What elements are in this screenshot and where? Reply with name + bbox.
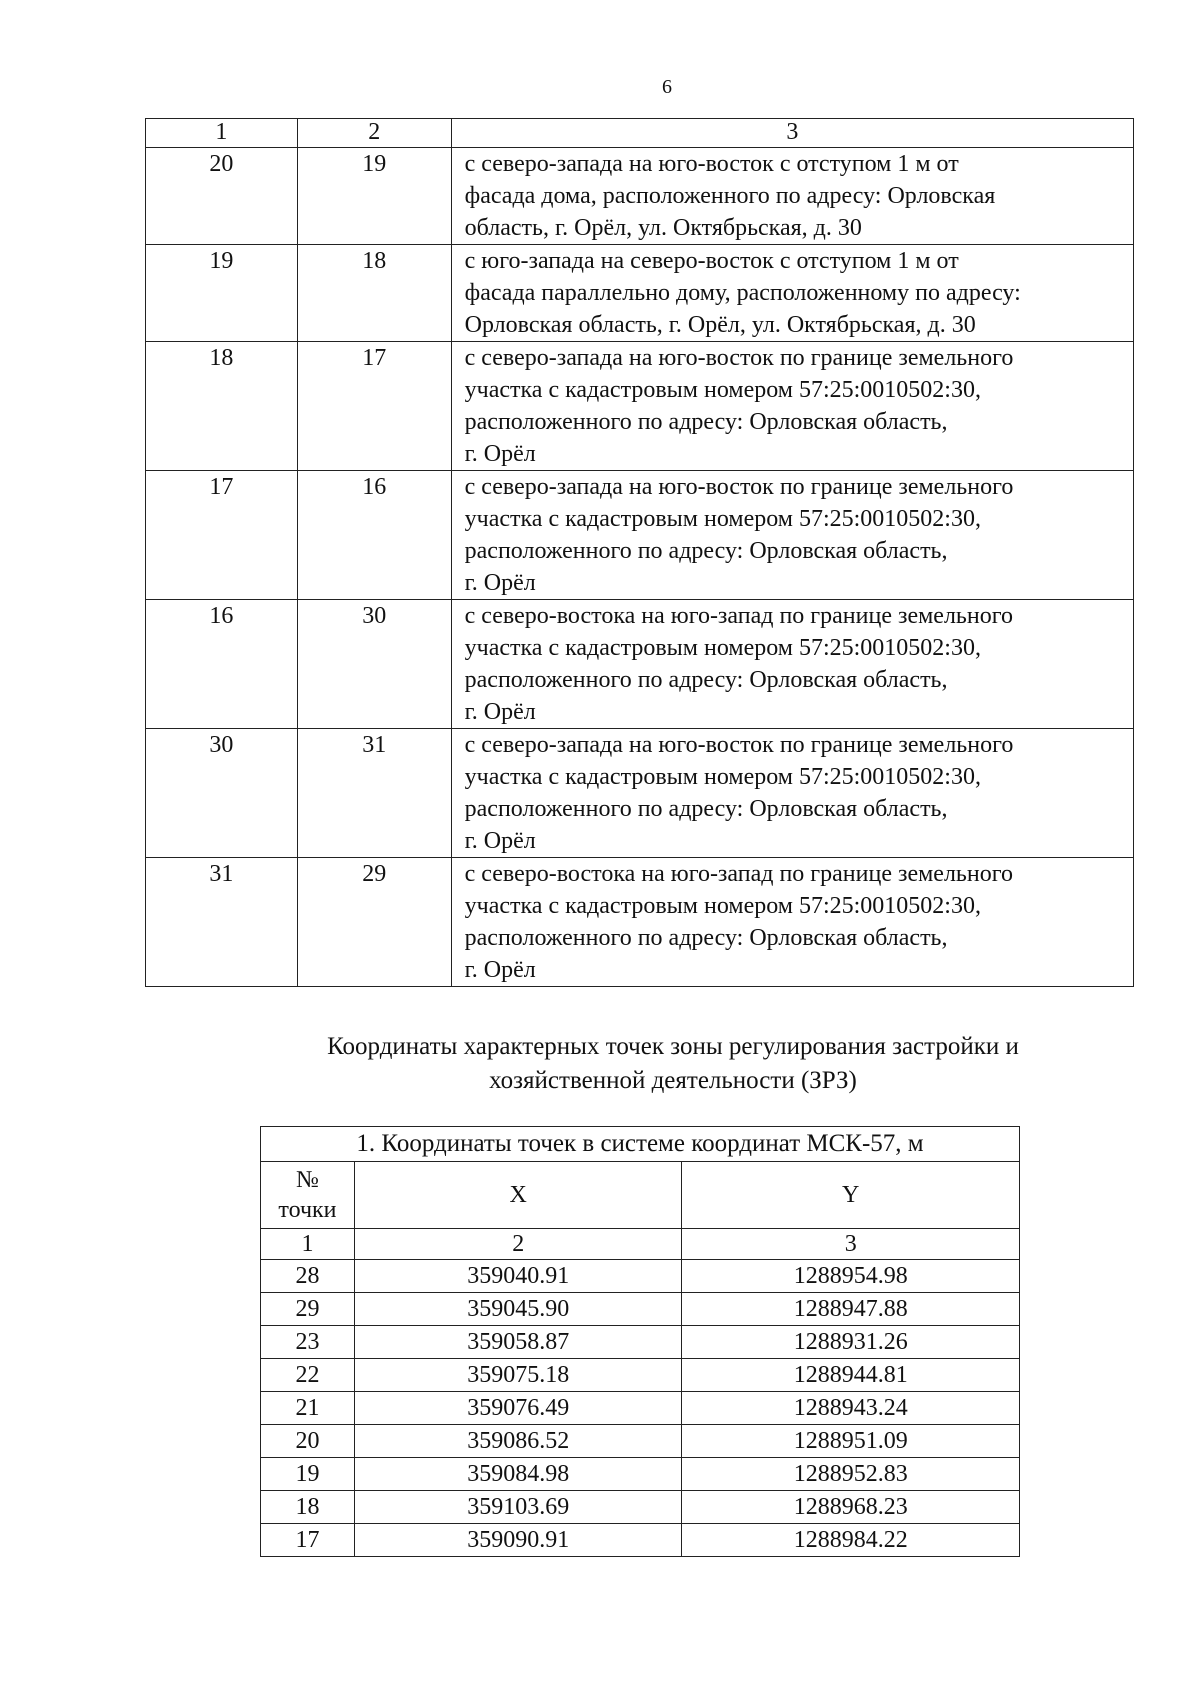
description-cell [451, 342, 1133, 471]
description-cell [451, 148, 1133, 245]
x-header: X [354, 1162, 682, 1229]
index-cell: 2 [354, 1229, 682, 1260]
point-number-cell: 28 [261, 1260, 355, 1293]
table-row [261, 1458, 1020, 1491]
description-line: расположенного по адресу: Орловская область, [464, 667, 948, 693]
boundary-table [145, 118, 1134, 987]
y-coordinate-cell: 1288944.81 [682, 1359, 1020, 1392]
point-number-cell: 23 [261, 1326, 355, 1359]
table-row [261, 1524, 1020, 1557]
point-number-cell: 20 [261, 1425, 355, 1458]
from-point-cell: 17 [146, 471, 298, 600]
description-line: участка с кадастровым номером 57:25:0010502:30, [464, 377, 981, 403]
description-line: участка с кадастровым номером 57:25:0010502:30, [464, 506, 981, 532]
from-point-cell: 18 [146, 342, 298, 471]
y-coordinate-cell: 1288931.26 [682, 1326, 1020, 1359]
section-title-line: Координаты характерных точек зоны регулирования застройки и [327, 1033, 1019, 1060]
from-point-cell: 20 [146, 148, 298, 245]
description-line: с северо-запада на юго-восток по границе земельного [464, 474, 1014, 500]
description-line: с северо-запада на юго-восток с отступом 1 м от [464, 151, 959, 177]
description-line: г. Орёл [464, 570, 536, 596]
table-row [146, 858, 1134, 987]
section-title [220, 1030, 1126, 1098]
description-cell [451, 729, 1133, 858]
point-number-header [261, 1162, 355, 1229]
to-point-cell: 17 [297, 342, 451, 471]
description-line: с северо-востока на юго-запад по границе земельного [464, 603, 1013, 629]
table-row [261, 1425, 1020, 1458]
table-row [261, 1392, 1020, 1425]
description-line: фасада параллельно дому, расположенному по адресу: [464, 280, 1021, 306]
description-line: г. Орёл [464, 828, 536, 854]
description-line: г. Орёл [464, 699, 536, 725]
description-line: участка с кадастровым номером 57:25:0010502:30, [464, 635, 981, 661]
description-line: участка с кадастровым номером 57:25:0010502:30, [464, 893, 981, 919]
y-coordinate-cell: 1288951.09 [682, 1425, 1020, 1458]
x-coordinate-cell: 359086.52 [354, 1425, 682, 1458]
page-number: 6 [662, 76, 672, 98]
header-cell: 2 [297, 119, 451, 148]
y-coordinate-cell: 1288984.22 [682, 1524, 1020, 1557]
point-number-cell: 18 [261, 1491, 355, 1524]
from-point-cell: 30 [146, 729, 298, 858]
to-point-cell: 29 [297, 858, 451, 987]
to-point-cell: 16 [297, 471, 451, 600]
description-line: фасада дома, расположенного по адресу: Орловская [464, 183, 996, 209]
point-number-header-line: № [296, 1167, 319, 1193]
table-row [146, 148, 1134, 245]
to-point-cell: 19 [297, 148, 451, 245]
description-cell [451, 245, 1133, 342]
description-line: расположенного по адресу: Орловская область, [464, 925, 948, 951]
table-row [261, 1293, 1020, 1326]
to-point-cell: 18 [297, 245, 451, 342]
description-line: г. Орёл [464, 957, 536, 983]
point-number-header-line: точки [278, 1197, 337, 1223]
y-coordinate-cell: 1288952.83 [682, 1458, 1020, 1491]
index-cell: 3 [682, 1229, 1020, 1260]
description-line: расположенного по адресу: Орловская область, [464, 409, 948, 435]
description-line: Орловская область, г. Орёл, ул. Октябрьская, д. 30 [464, 312, 976, 338]
table-row [261, 1326, 1020, 1359]
caption-row [261, 1127, 1020, 1162]
point-number-cell: 17 [261, 1524, 355, 1557]
table-row [146, 729, 1134, 858]
y-coordinate-cell: 1288947.88 [682, 1293, 1020, 1326]
table-row [146, 600, 1134, 729]
table-row [146, 245, 1134, 342]
x-coordinate-cell: 359090.91 [354, 1524, 682, 1557]
point-number-cell: 21 [261, 1392, 355, 1425]
column-header-row [261, 1162, 1020, 1229]
x-coordinate-cell: 359040.91 [354, 1260, 682, 1293]
table-caption: 1. Координаты точек в системе координат МСК-57, м [261, 1127, 1020, 1162]
to-point-cell: 31 [297, 729, 451, 858]
y-coordinate-cell: 1288968.23 [682, 1491, 1020, 1524]
y-header: Y [682, 1162, 1020, 1229]
table-row [261, 1359, 1020, 1392]
from-point-cell: 16 [146, 600, 298, 729]
description-cell [451, 600, 1133, 729]
x-coordinate-cell: 359076.49 [354, 1392, 682, 1425]
to-point-cell: 30 [297, 600, 451, 729]
header-cell: 1 [146, 119, 298, 148]
description-cell [451, 471, 1133, 600]
x-coordinate-cell: 359058.87 [354, 1326, 682, 1359]
header-cell: 3 [451, 119, 1133, 148]
description-line: с северо-востока на юго-запад по границе земельного [464, 861, 1013, 887]
from-point-cell: 31 [146, 858, 298, 987]
x-coordinate-cell: 359045.90 [354, 1293, 682, 1326]
point-number-cell: 29 [261, 1293, 355, 1326]
description-line: расположенного по адресу: Орловская область, [464, 796, 948, 822]
point-number-cell: 22 [261, 1359, 355, 1392]
description-line: область, г. Орёл, ул. Октябрьская, д. 30 [464, 215, 862, 241]
description-line: участка с кадастровым номером 57:25:0010502:30, [464, 764, 981, 790]
table-row [261, 1491, 1020, 1524]
point-number-cell: 19 [261, 1458, 355, 1491]
description-line: с северо-запада на юго-восток по границе земельного [464, 732, 1014, 758]
y-coordinate-cell: 1288954.98 [682, 1260, 1020, 1293]
description-line: г. Орёл [464, 441, 536, 467]
index-row [261, 1229, 1020, 1260]
y-coordinate-cell: 1288943.24 [682, 1392, 1020, 1425]
x-coordinate-cell: 359075.18 [354, 1359, 682, 1392]
table-row [261, 1260, 1020, 1293]
header-row [146, 119, 1134, 148]
table-row [146, 471, 1134, 600]
table-row [146, 342, 1134, 471]
x-coordinate-cell: 359084.98 [354, 1458, 682, 1491]
index-cell: 1 [261, 1229, 355, 1260]
description-line: с северо-запада на юго-восток по границе земельного [464, 345, 1014, 371]
description-cell [451, 858, 1133, 987]
description-line: расположенного по адресу: Орловская область, [464, 538, 948, 564]
x-coordinate-cell: 359103.69 [354, 1491, 682, 1524]
section-title-line: хозяйственной деятельности (ЗРЗ) [489, 1067, 857, 1094]
description-line: с юго-запада на северо-восток с отступом 1 м от [464, 248, 959, 274]
coordinates-table [260, 1126, 1020, 1557]
from-point-cell: 19 [146, 245, 298, 342]
